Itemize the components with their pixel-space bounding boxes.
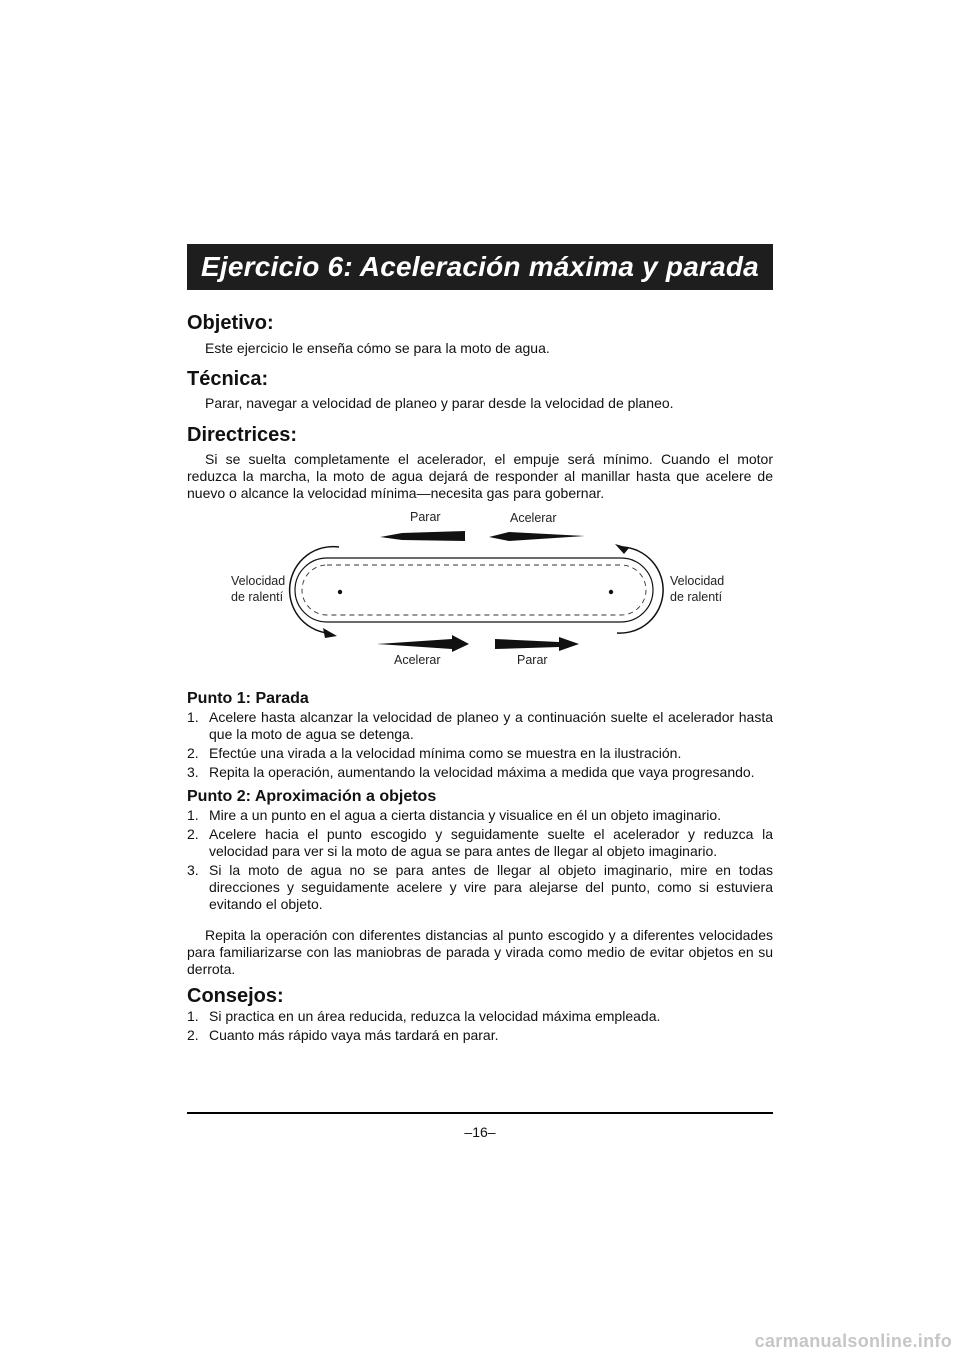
item-text: Mire a un punto en el agua a cierta distancia y visualice en él un objeto imaginario. bbox=[209, 807, 722, 823]
footer-rule bbox=[187, 1112, 773, 1114]
tecnica-heading: Técnica: bbox=[187, 368, 269, 390]
label-top-stop: Parar bbox=[410, 510, 441, 524]
list-item bbox=[187, 1008, 773, 1025]
item-text: Cuanto más rápido vaya más tardará en parar. bbox=[209, 1027, 499, 1043]
item-number: 3. bbox=[187, 862, 199, 878]
label-left-idle-2: de ralentí bbox=[231, 590, 284, 604]
label-bottom-stop: Parar bbox=[517, 653, 548, 667]
item-number: 2. bbox=[187, 745, 199, 761]
item-number: 2. bbox=[187, 1027, 199, 1043]
banner-title: Ejercicio 6: Aceleración máxima y parada bbox=[201, 251, 759, 282]
item-text: Acelere hacia el punto escogido y seguidamente suelte el acelerador y reduzca la velocidad para ver si la moto de agua se para antes de llegar al objeto imaginario. bbox=[209, 826, 773, 859]
label-right-idle-2: de ralentí bbox=[670, 590, 723, 604]
item-number: 1. bbox=[187, 709, 199, 725]
list-item bbox=[187, 764, 773, 781]
punto1-list bbox=[187, 709, 773, 783]
directrices-text: Si se suelta completamente el acelerador, el empuje será mínimo. Cuando el motor reduzca la marcha, la moto de agua dejará de responder al manillar hasta que acelere de nuevo o alcance la velocidad mínima—necesita gas para gobernar. bbox=[187, 451, 773, 501]
list-item bbox=[187, 862, 773, 913]
item-number: 3. bbox=[187, 764, 199, 780]
track-dashed-line bbox=[302, 565, 646, 615]
right-turn-arrowhead bbox=[615, 544, 629, 554]
item-number: 2. bbox=[187, 826, 199, 842]
label-bottom-accelerate: Acelerar bbox=[394, 653, 441, 667]
page-number: –16– bbox=[464, 1124, 496, 1140]
bottom-stop-arrow bbox=[495, 637, 579, 651]
label-top-accelerate: Acelerar bbox=[510, 511, 557, 525]
left-buoy bbox=[338, 590, 342, 594]
consejos-heading: Consejos: bbox=[187, 985, 284, 1007]
punto2-closing: Repita la operación con diferentes distancias al punto escogido y a diferentes velocidades para familiarizarse con las maniobras de parada y virada como medio de evitar objetos en su derrota. bbox=[187, 927, 773, 977]
item-text: Si practica en un área reducida, reduzca la velocidad máxima empleada. bbox=[209, 1008, 661, 1024]
directrices-heading: Directrices: bbox=[187, 424, 298, 446]
punto2-heading: Punto 2: Aproximación a objetos bbox=[187, 788, 437, 805]
item-text: Efectúe una virada a la velocidad mínima como se muestra en la ilustración. bbox=[209, 745, 682, 761]
label-right-idle-1: Velocidad bbox=[670, 574, 725, 588]
objetivo-text: Este ejercicio le enseña cómo se para la moto de agua. bbox=[205, 340, 550, 356]
objetivo-heading: Objetivo: bbox=[187, 312, 274, 334]
item-number: 1. bbox=[187, 807, 199, 823]
consejos-list bbox=[187, 1008, 773, 1046]
item-text: Repita la operación, aumentando la velocidad máxima a medida que vaya progresando. bbox=[209, 764, 755, 780]
top-stop-arrow bbox=[380, 531, 465, 541]
list-item bbox=[187, 1027, 773, 1044]
list-item bbox=[187, 826, 773, 860]
section-banner bbox=[187, 244, 773, 290]
list-item bbox=[187, 709, 773, 743]
punto1-heading: Punto 1: Parada bbox=[187, 690, 309, 707]
item-text: Acelere hasta alcanzar la velocidad de planeo y a continuación suelte el acelerador hasta que la moto de agua se detenga. bbox=[209, 709, 773, 742]
list-item bbox=[187, 807, 773, 824]
right-turn-arc bbox=[617, 547, 663, 633]
tecnica-text: Parar, navegar a velocidad de planeo y parar desde la velocidad de planeo. bbox=[205, 395, 674, 411]
item-text: Si la moto de agua no se para antes de llegar al objeto imaginario, mire en todas direcciones y seguidamente acelere y vire para alejarse del punto, como si estuviera evitando el objeto. bbox=[209, 862, 773, 912]
item-number: 1. bbox=[187, 1008, 199, 1024]
maneuver-diagram bbox=[187, 500, 773, 680]
punto2-list bbox=[187, 807, 773, 915]
left-turn-arrowhead bbox=[323, 628, 337, 638]
right-buoy bbox=[609, 590, 613, 594]
watermark: carmanualsonline.info bbox=[754, 1331, 952, 1351]
bottom-accelerate-arrow bbox=[377, 635, 469, 652]
list-item bbox=[187, 745, 773, 762]
label-left-idle-1: Velocidad bbox=[231, 574, 286, 588]
top-accelerate-arrow bbox=[489, 532, 585, 541]
track-outline bbox=[295, 558, 653, 622]
